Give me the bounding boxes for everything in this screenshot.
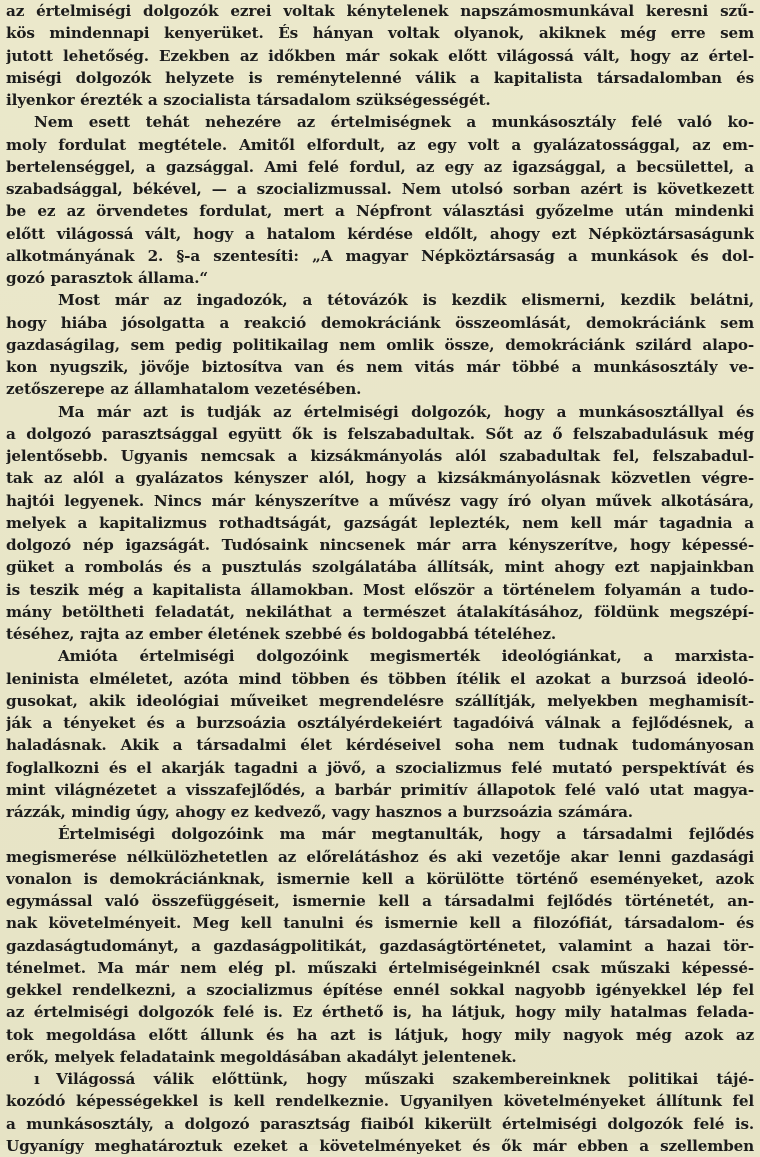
text-line: a dolgozó parasztsággal együtt ők is felszabadultak. Sőt az ő felszabadulásuk még xyxy=(6,424,754,443)
text-line: ilyenkor érezték a szocialista társadalom szükségességét. xyxy=(6,91,491,109)
text-line: gazdaságtudományt, a gazdaságpolitikát, gazdaságtörténetet, valamint a hazai tör- xyxy=(6,936,754,955)
text-line: foglalkozni és el akarják tagadni a jövő, a szocializmus felé mutató perspektívát és xyxy=(6,758,754,777)
paragraph-start-text: Világossá válik előttünk, hogy műszaki szakembereinknek politikai tájé- xyxy=(56,1070,754,1088)
text-line: az értelmiségi dolgozók ezrei voltak kénytelenek napszámosmunkával keresni szű- xyxy=(6,2,754,20)
text-line: zetőszerepe az államhatalom vezetésében. xyxy=(6,380,362,399)
paragraph-start-line: Nem esett tehát nehezére az értelmiségnek a munkásosztály felé való ko- xyxy=(34,113,754,132)
paragraph-start-line: Most már az ingadozók, a tétovázók is kezdik elismerni, kezdik belátni, xyxy=(58,291,754,310)
paragraph-start-line xyxy=(6,1068,754,1090)
text-line: előtt világossá vált, hogy a hatalom kérdése eldőlt, ahogy ezt Népköztársaságunk xyxy=(6,224,754,243)
text-line: szabadsággal, békével, — a szocializmussal. Nem utolsó sorban azért is következett xyxy=(6,180,754,198)
text-line: vonalon is demokráciánknak, ismernie kell a körülötte történő eseményeket, azok xyxy=(6,869,754,888)
paragraph-start-line: Amióta értelmiségi dolgozóink megismerték ideológiánkat, a marxista- xyxy=(58,647,754,666)
text-line: az értelmiségi dolgozók felé is. Ez érthető is, ha látjuk, hogy mily hatalmas felada- xyxy=(6,1003,754,1022)
text-line: be ez az örvendetes fordulat, mert a Népfront választási győzelme után mindenki xyxy=(6,202,754,221)
text-line: hogy hiába jósolgatta a reakció demokráciánk összeomlását, demokráciánk sem xyxy=(6,313,754,332)
stray-print-mark: ı xyxy=(34,1070,40,1088)
text-line: kös mindennapi kenyerüket. És hányan voltak olyanok, akiknek még erre sem xyxy=(6,24,754,43)
text-line: egymással való összefüggéseit, ismernie kell a társadalmi fejlődés történetét, an- xyxy=(6,892,754,910)
text-line: tak az alól a gyalázatos kényszer alól, hogy a kizsákmányolásnak közvetlen végre- xyxy=(6,469,754,488)
text-line: kon nyugszik, jövője biztosítva van és nem vitás már többé a munkásosztály ve- xyxy=(6,358,754,376)
text-line: gekkel rendelkezni, a szocializmus építése ennél sokkal nagyobb igényekkel lép fel xyxy=(6,981,754,999)
text-line: ténelmet. Ma már nem elég pl. műszaki értelmiségeinknél csak műszaki képessé- xyxy=(6,958,754,977)
text-line: a munkásosztály, a dolgozó parasztság fiaiból kikerült értelmiségi dolgozók felé is. xyxy=(6,1114,754,1133)
text-line: is teszik még a kapitalista államokban. Most először a történelem folyamán a tudo- xyxy=(6,580,754,599)
text-line: mint világnézetet a visszafejlődés, a barbár primitív állapotok felé való utat magya- xyxy=(6,780,754,799)
text-line: kozódó képességekkel is kell rendelkeznie. Ugyanilyen követelményeket állítunk fel xyxy=(6,1092,754,1111)
text-line: jutott lehetőség. Ezekben az időkben már sokak előtt világossá vált, hogy az értel- xyxy=(6,46,754,65)
text-line: leninista elméletet, azóta mind többen és többen ítélik el azokat a burzsoá ideoló- xyxy=(6,669,754,688)
text-line: bertelenséggel, a gazsággal. Ami felé fordul, az egy az igazsággal, a becsülettel, a xyxy=(6,157,754,176)
text-line: Ugyanígy meghatároztuk ezeket a követelményeket és ők már ebben a szellemben xyxy=(6,1136,754,1155)
text-line: melyek a kapitalizmus rothadtságát, gazságát leplezték, nem kell már tagadnia a xyxy=(6,513,754,532)
text-line: gozó parasztok állama.“ xyxy=(6,269,208,287)
text-line: mány betöltheti feladatát, nekiláthat a természet átalakításához, földünk megszépí- xyxy=(6,602,754,621)
text-line: rázzák, mindig úgy, ahogy ez kedvező, vagy hasznos a burzsoázia számára. xyxy=(6,803,633,821)
text-line: miségi dolgozók helyzete is reménytelenné válik a kapitalista társadalomban és xyxy=(6,68,754,87)
text-line: alkotmányának 2. §-a szentesíti: „A magyar Népköztársaság a munkások és dol- xyxy=(6,246,754,265)
text-line: dolgozó nép igazságát. Tudósaink nincsenek már arra kényszerítve, hogy képessé- xyxy=(6,536,754,554)
paragraph-start-line: Értelmiségi dolgozóink ma már megtanulták, hogy a társadalmi fejlődés xyxy=(58,825,754,844)
text-line: gazdaságilag, sem pedig politikailag nem omlik össze, demokráciánk szilárd alapo- xyxy=(6,335,754,354)
text-line: haladásnak. Akik a társadalmi élet kérdéseivel soha nem tudnak tudományosan xyxy=(6,736,754,755)
text-line: tok megoldása előtt állunk és ha azt is látjuk, hogy mily nagyok még azok az xyxy=(6,1025,754,1044)
text-line: nak követelményeit. Meg kell tanulni és ismernie kell a filozófiát, társadalom- és xyxy=(6,914,754,933)
text-line: megismerése nélkülözhetetlen az előrelátáshoz és aki vezetője akar lenni gazdasági xyxy=(6,847,754,866)
text-line: ják a tényeket és a burzsoázia osztályérdekeiért tagadóivá válnak a fejlődésnek, a xyxy=(6,714,754,732)
text-line: moly fordulat megtétele. Amitől elfordult, az egy volt a gyalázatossággal, az em- xyxy=(6,135,754,154)
text-line: güket a rombolás és a pusztulás szolgálatába állítsák, mint ahogy ezt napjainkban xyxy=(6,558,754,577)
text-line: gusokat, akik ideológiai műveiket megrendelésre szállítják, melyekben meghamisít- xyxy=(6,691,754,710)
paragraph-start-line: Ma már azt is tudják az értelmiségi dolgozók, hogy a munkásosztállyal és xyxy=(58,402,754,421)
text-line: jelentősebb. Ugyanis nemcsak a kizsákmányolás alól szabadultak fel, felszabadul- xyxy=(6,447,754,465)
text-line: erők, melyek feladataink megoldásában akadályt jelentenek. xyxy=(6,1047,517,1066)
text-line: téséhez, rajta az ember életének szebbé és boldogabbá tételéhez. xyxy=(6,625,557,643)
text-line: hajtói legyenek. Nincs már kényszerítve a művész vagy író olyan művek alkotására, xyxy=(6,491,754,510)
